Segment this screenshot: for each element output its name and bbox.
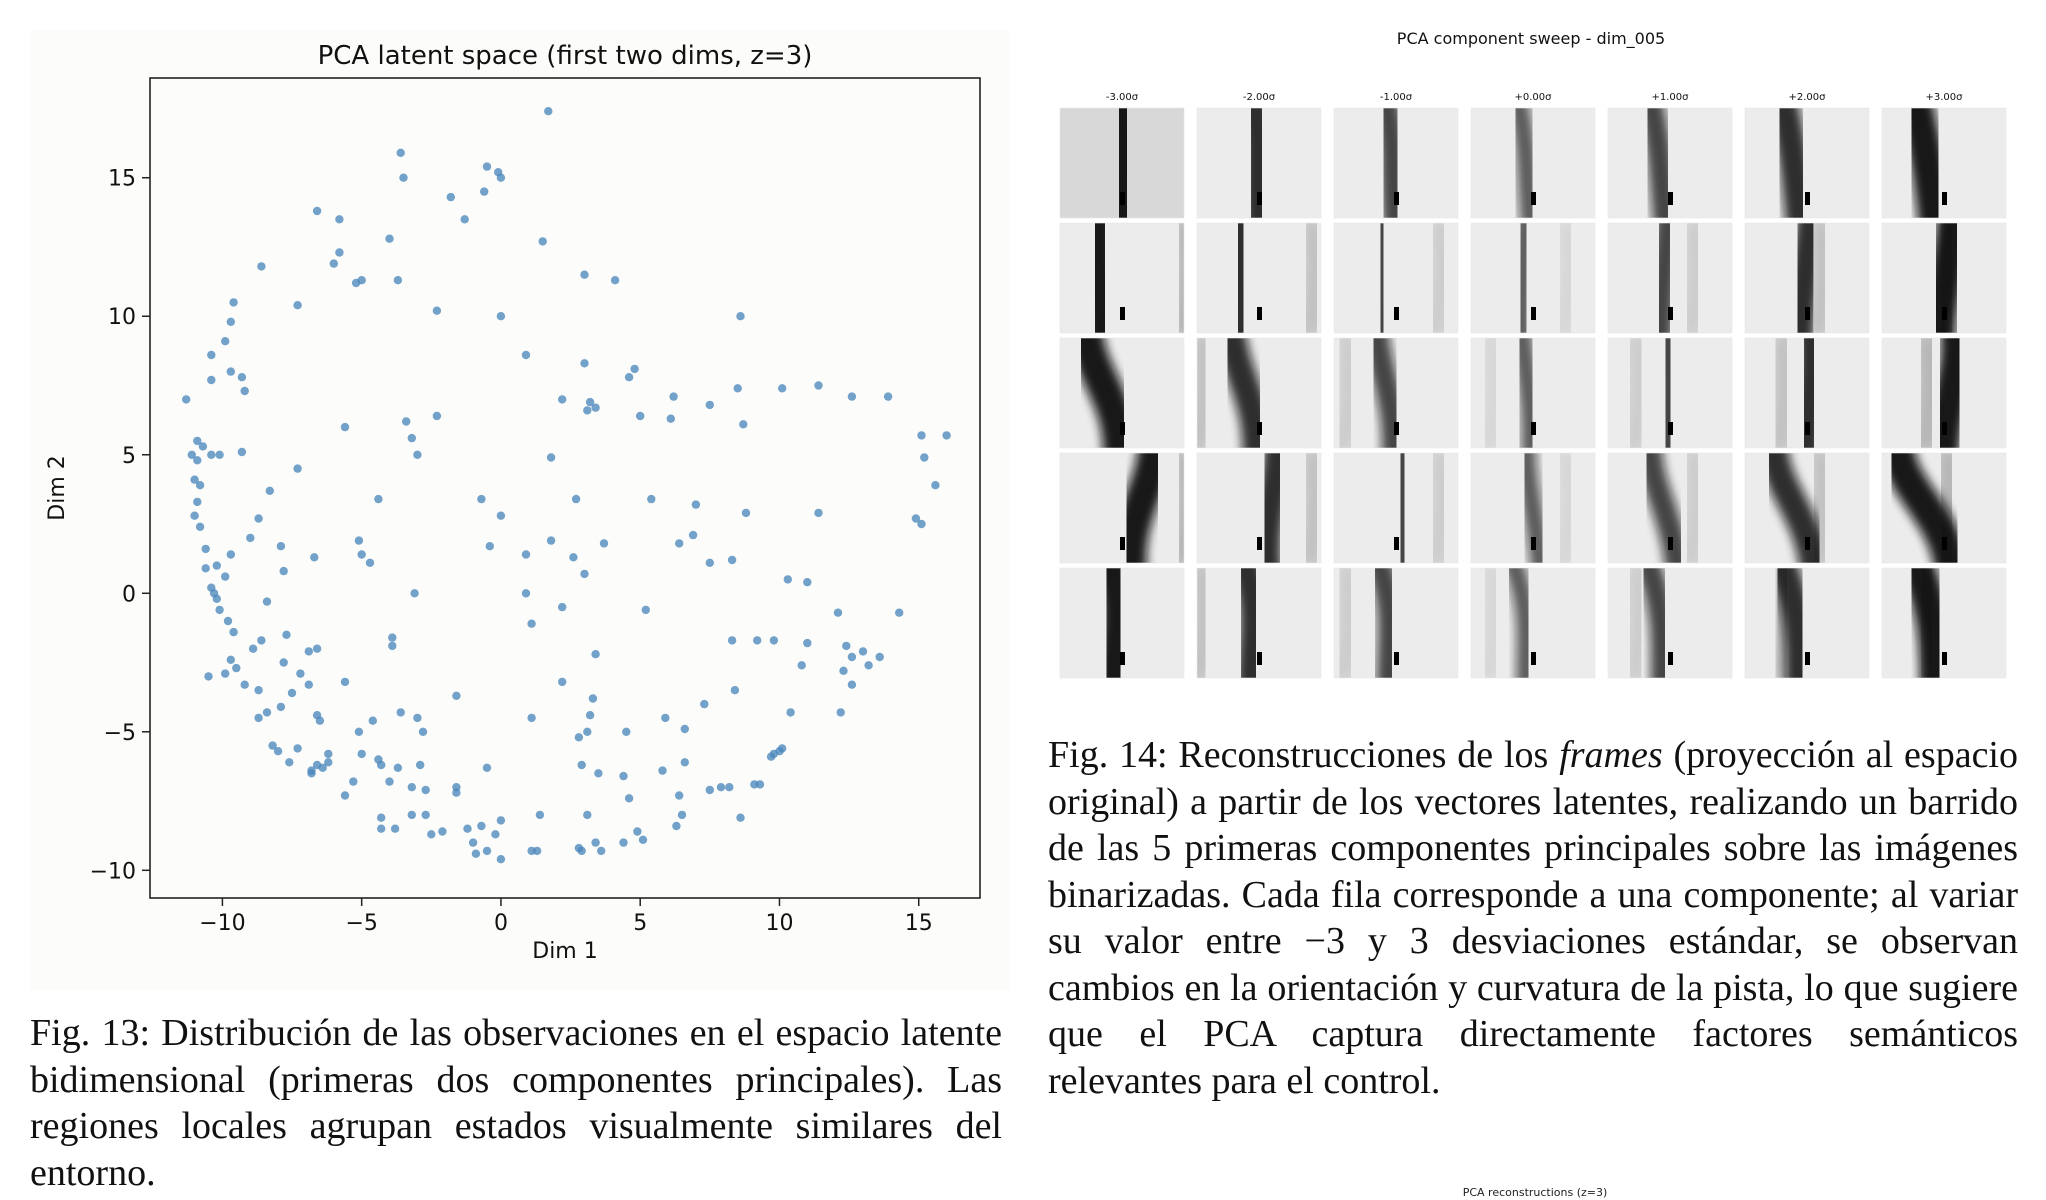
scatter-point — [229, 628, 237, 636]
scatter-point — [486, 542, 494, 550]
scatter-point — [591, 838, 599, 846]
scatter-point — [204, 672, 212, 680]
scatter-point — [814, 509, 822, 517]
scatter-point — [408, 783, 416, 791]
scatter-point — [377, 814, 385, 822]
reconstruction-tile — [1471, 328, 1595, 458]
scatter-point — [293, 744, 301, 752]
reconstruction-tile — [1608, 443, 1732, 573]
scatter-point — [580, 271, 588, 279]
scatter-point — [232, 664, 240, 672]
scatter-point — [658, 766, 666, 774]
scatter-point — [639, 836, 647, 844]
scatter-point — [280, 567, 288, 575]
scatter-point — [675, 791, 683, 799]
scatter-point — [358, 550, 366, 558]
scatter-point — [385, 235, 393, 243]
scatter-point — [756, 780, 764, 788]
sweep-column-label: +3.00σ — [1925, 92, 1963, 103]
scatter-point — [293, 464, 301, 472]
scatter-point — [583, 728, 591, 736]
scatter-point — [586, 711, 594, 719]
scatter-point — [622, 728, 630, 736]
reconstruction-tile — [1334, 98, 1458, 228]
reconstruction-tile — [1334, 213, 1458, 343]
scatter-point — [463, 825, 471, 833]
scatter-point — [310, 553, 318, 561]
scatter-point — [931, 481, 939, 489]
sweep-column-label: +0.00σ — [1514, 92, 1552, 103]
reconstruction-tile — [1060, 443, 1189, 573]
scatter-point — [667, 415, 675, 423]
reconstruction-tile — [1745, 213, 1869, 343]
scatter-point — [202, 545, 210, 553]
x-axis-label: Dim 1 — [532, 939, 598, 964]
sweep-column-label: -2.00σ — [1242, 92, 1276, 103]
sweep-column-label: -1.00σ — [1379, 92, 1413, 103]
scatter-point — [706, 786, 714, 794]
reconstruction-tile — [1882, 213, 2006, 343]
scatter-point — [784, 575, 792, 583]
scatter-point — [452, 789, 460, 797]
scatter-point — [397, 149, 405, 157]
scatter-point — [848, 653, 856, 661]
scatter-point — [848, 392, 856, 400]
figure-14-label: Fig. 14: — [1048, 734, 1168, 776]
scatter-point — [583, 406, 591, 414]
scatter-point — [238, 448, 246, 456]
scatter-point — [497, 512, 505, 520]
scatter-point — [483, 847, 491, 855]
scatter-point — [942, 431, 950, 439]
scatter-point — [661, 714, 669, 722]
scatter-point — [377, 825, 385, 833]
scatter-point — [196, 523, 204, 531]
scatter-point — [575, 733, 583, 741]
scatter-point — [238, 373, 246, 381]
x-tick-label: 5 — [633, 911, 648, 936]
scatter-point — [207, 351, 215, 359]
scatter-point — [288, 689, 296, 697]
reconstruction-tile — [1195, 328, 1321, 458]
scatter-point — [814, 381, 822, 389]
scatter-point — [717, 783, 725, 791]
figure-13-caption — [30, 1010, 1002, 1196]
reconstruction-tile — [1745, 443, 1869, 573]
scatter-point — [366, 559, 374, 567]
scatter-point — [842, 642, 850, 650]
figure-14-caption — [1048, 732, 2018, 1104]
y-axis-label: Dim 2 — [45, 455, 70, 521]
reconstruction-tile — [1050, 328, 1184, 458]
scatter-point — [917, 520, 925, 528]
scatter-point — [341, 423, 349, 431]
scatter-point — [257, 636, 265, 644]
scatter-point — [274, 747, 282, 755]
scatter-point — [522, 550, 530, 558]
scatter-point — [369, 717, 377, 725]
scatter-point — [700, 700, 708, 708]
scatter-point — [876, 653, 884, 661]
reconstruction-tile — [1060, 98, 1184, 228]
scatter-point — [224, 617, 232, 625]
scatter-point — [497, 855, 505, 863]
scatter-point — [725, 783, 733, 791]
scatter-point — [193, 456, 201, 464]
scatter-point — [282, 631, 290, 639]
scatter-point — [798, 661, 806, 669]
scatter-point — [480, 187, 488, 195]
reconstruction-tile — [1608, 328, 1732, 458]
scatter-point — [213, 561, 221, 569]
scatter-point — [305, 647, 313, 655]
scatter-point — [207, 451, 215, 459]
scatter-point — [305, 681, 313, 689]
scatter-point — [280, 658, 288, 666]
scatter-point — [689, 531, 697, 539]
scatter-point — [547, 536, 555, 544]
figure-14-text-end: (proyección al espacio original) a partir de los vectores latentes, realizando un barrido de las 5 primeras componentes principales sobre las imágenes binarizadas. Cada fila corresponde a una componente; al variar su valor entre −3 y 3 desviaciones estándar, se observan cambios en la orientación y curvatura de la pista, lo que sugiere que el PCA captura directamente factores semánticos relevantes para el control. — [1048, 734, 2018, 1102]
scatter-point — [355, 728, 363, 736]
reconstruction-tile — [1608, 213, 1732, 343]
scatter-point — [433, 307, 441, 315]
x-tick-label: 15 — [904, 911, 933, 936]
scatter-point — [778, 384, 786, 392]
scatter-point — [227, 550, 235, 558]
scatter-point — [402, 417, 410, 425]
scatter-point — [597, 847, 605, 855]
scatter-point — [625, 794, 633, 802]
scatter-point — [527, 620, 535, 628]
y-tick-label: 15 — [108, 166, 136, 192]
scatter-point — [246, 534, 254, 542]
scatter-point — [497, 312, 505, 320]
scatter-point — [583, 811, 591, 819]
scatter-point — [335, 215, 343, 223]
scatter-point — [385, 777, 393, 785]
scatter-point — [413, 451, 421, 459]
reconstruction-tile — [1197, 443, 1321, 573]
scatter-point — [413, 714, 421, 722]
scatter-point — [227, 318, 235, 326]
scatter-point — [408, 811, 416, 819]
scatter-point — [778, 744, 786, 752]
reconstruction-tile — [1882, 328, 2006, 458]
figure-13-label: Fig. 13: — [30, 1012, 151, 1054]
sweep-column-label: -3.00σ — [1105, 92, 1139, 103]
scatter-point — [539, 237, 547, 245]
reconstruction-tile — [1471, 98, 1595, 228]
scatter-point — [859, 647, 867, 655]
next-figure-title: PCA reconstructions (z=3) — [1462, 1186, 1608, 1199]
scatter-point — [313, 207, 321, 215]
scatter-point — [728, 556, 736, 564]
scatter-point — [422, 786, 430, 794]
latent-scatter-chart — [30, 30, 1010, 990]
y-tick-label: 0 — [122, 582, 136, 608]
scatter-point — [770, 636, 778, 644]
scatter-point — [427, 830, 435, 838]
scatter-point — [227, 656, 235, 664]
scatter-point — [221, 572, 229, 580]
scatter-point — [419, 728, 427, 736]
scatter-point — [241, 387, 249, 395]
figure-14-text-start: Reconstrucciones de los — [1167, 734, 1560, 776]
scatter-point — [742, 509, 750, 517]
scatter-point — [207, 376, 215, 384]
scatter-point — [324, 750, 332, 758]
figure-13-text: Distribución de las observaciones en el espacio latente bidimensional (primeras dos componentes principales). Las regiones locales agrupan estados visualmente similares del entorno. — [30, 1012, 1003, 1194]
scatter-point — [580, 570, 588, 578]
y-tick-label: 5 — [122, 443, 136, 469]
scatter-point — [589, 694, 597, 702]
reconstruction-tile — [1334, 328, 1458, 458]
sweep-column-label: +2.00σ — [1788, 92, 1826, 103]
scatter-point — [422, 811, 430, 819]
scatter-point — [249, 645, 257, 653]
scatter-point — [263, 597, 271, 605]
scatter-point — [864, 661, 872, 669]
scatter-point — [335, 248, 343, 256]
scatter-point — [731, 686, 739, 694]
scatter-point — [254, 714, 262, 722]
scatter-point — [416, 761, 424, 769]
scatter-point — [394, 276, 402, 284]
scatter-point — [483, 162, 491, 170]
scatter-point — [848, 681, 856, 689]
scatter-point — [193, 437, 201, 445]
scatter-point — [202, 564, 210, 572]
scatter-point — [221, 337, 229, 345]
component-sweep-figure — [1046, 0, 2016, 690]
scatter-point — [491, 830, 499, 838]
scatter-point — [591, 650, 599, 658]
reconstruction-tile — [1050, 558, 1184, 688]
reconstruction-tile — [1060, 213, 1189, 343]
scatter-point — [477, 822, 485, 830]
scatter-point — [313, 645, 321, 653]
scatter-point — [472, 850, 480, 858]
scatter-point — [600, 539, 608, 547]
scatter-point — [736, 814, 744, 822]
scatter-point — [706, 559, 714, 567]
reconstruction-tile — [1197, 213, 1321, 343]
scatter-point — [728, 636, 736, 644]
scatter-point — [895, 609, 903, 617]
scatter-point — [254, 514, 262, 522]
reconstruction-tile — [1882, 558, 2006, 688]
reconstruction-tile — [1745, 328, 1869, 458]
scatter-point — [681, 758, 689, 766]
scatter-point — [257, 262, 265, 270]
scatter-point — [669, 392, 677, 400]
scatter-point — [227, 367, 235, 375]
scatter-point — [408, 434, 416, 442]
scatter-point — [547, 453, 555, 461]
scatter-point — [316, 717, 324, 725]
y-tick-label: −5 — [103, 720, 136, 746]
scatter-point — [330, 259, 338, 267]
scatter-point — [477, 495, 485, 503]
scatter-point — [182, 395, 190, 403]
scatter-point — [578, 761, 586, 769]
x-tick-label: −10 — [199, 911, 246, 936]
scatter-point — [285, 758, 293, 766]
scatter-point — [377, 761, 385, 769]
scatter-point — [296, 669, 304, 677]
scatter-point — [447, 193, 455, 201]
sweep-title: PCA component sweep - dim_005 — [1396, 29, 1666, 48]
scatter-point — [215, 606, 223, 614]
figure-14-emphasis: frames — [1559, 734, 1663, 776]
scatter-point — [619, 772, 627, 780]
scatter-point — [522, 351, 530, 359]
sweep-column-label: +1.00σ — [1651, 92, 1689, 103]
chart-title: PCA latent space (first two dims, z=3) — [317, 41, 813, 71]
scatter-point — [536, 811, 544, 819]
scatter-point — [630, 365, 638, 373]
scatter-point — [533, 847, 541, 855]
scatter-point — [672, 822, 680, 830]
scatter-point — [558, 603, 566, 611]
scatter-point — [254, 686, 262, 694]
scatter-point — [647, 495, 655, 503]
scatter-point — [397, 708, 405, 716]
reconstruction-tile — [1608, 98, 1732, 228]
reconstruction-tile — [1471, 443, 1595, 573]
scatter-point — [388, 642, 396, 650]
scatter-point — [839, 667, 847, 675]
reconstruction-tile — [1334, 558, 1458, 688]
scatter-point — [753, 636, 761, 644]
scatter-point — [544, 107, 552, 115]
scatter-point — [410, 589, 418, 597]
scatter-point — [469, 838, 477, 846]
scatter-point — [452, 692, 460, 700]
scatter-point — [527, 714, 535, 722]
scatter-point — [263, 708, 271, 716]
scatter-point — [572, 495, 580, 503]
scatter-point — [483, 764, 491, 772]
scatter-point — [438, 827, 446, 835]
reconstruction-tile — [1882, 98, 2006, 228]
reconstruction-tile — [1471, 213, 1595, 343]
scatter-point — [558, 678, 566, 686]
scatter-point — [706, 401, 714, 409]
scatter-point — [349, 777, 357, 785]
scatter-point — [522, 589, 530, 597]
scatter-point — [803, 578, 811, 586]
scatter-point — [241, 681, 249, 689]
scatter-point — [213, 595, 221, 603]
scatter-point — [558, 395, 566, 403]
scatter-point — [619, 838, 627, 846]
scatter-point — [920, 453, 928, 461]
scatter-point — [675, 539, 683, 547]
scatter-point — [611, 276, 619, 284]
scatter-point — [678, 811, 686, 819]
scatter-point — [497, 816, 505, 824]
scatter-point — [803, 639, 811, 647]
scatter-point — [834, 609, 842, 617]
x-tick-label: −5 — [345, 911, 378, 936]
scatter-point — [374, 495, 382, 503]
scatter-point — [341, 678, 349, 686]
scatter-point — [692, 500, 700, 508]
scatter-point — [266, 487, 274, 495]
scatter-point — [594, 769, 602, 777]
scatter-point — [497, 174, 505, 182]
scatter-point — [394, 764, 402, 772]
scatter-point — [569, 553, 577, 561]
reconstruction-tile — [1195, 558, 1321, 688]
scatter-point — [578, 847, 586, 855]
scatter-point — [388, 633, 396, 641]
scatter-point — [399, 174, 407, 182]
scatter-point — [196, 481, 204, 489]
reconstruction-tile — [1745, 98, 1869, 228]
scatter-point — [277, 542, 285, 550]
scatter-point — [190, 512, 198, 520]
scatter-point — [358, 750, 366, 758]
reconstruction-tile — [1745, 558, 1869, 688]
y-tick-label: −10 — [89, 859, 136, 885]
x-tick-label: 0 — [493, 911, 508, 936]
scatter-point — [341, 791, 349, 799]
scatter-point — [355, 536, 363, 544]
plot-area-frame — [150, 78, 980, 898]
scatter-point — [884, 392, 892, 400]
scatter-point — [633, 827, 641, 835]
scatter-point — [591, 404, 599, 412]
scatter-point — [786, 708, 794, 716]
scatter-point — [636, 412, 644, 420]
y-tick-label: 10 — [108, 305, 136, 331]
reconstruction-tile — [1882, 443, 2006, 573]
scatter-point — [580, 359, 588, 367]
scatter-point — [229, 298, 237, 306]
scatter-point — [215, 451, 223, 459]
scatter-point — [293, 301, 301, 309]
scatter-point — [391, 825, 399, 833]
scatter-point — [625, 373, 633, 381]
scatter-point — [221, 669, 229, 677]
reconstruction-tile — [1334, 443, 1458, 573]
x-tick-label: 10 — [765, 911, 794, 936]
scatter-point — [917, 431, 925, 439]
scatter-point — [837, 708, 845, 716]
scatter-point — [307, 769, 315, 777]
reconstruction-tile — [1197, 98, 1321, 228]
scatter-point — [352, 279, 360, 287]
scatter-point — [433, 412, 441, 420]
scatter-point — [734, 384, 742, 392]
reconstruction-tile — [1471, 558, 1595, 688]
scatter-point — [770, 750, 778, 758]
scatter-point — [642, 606, 650, 614]
scatter-point — [681, 725, 689, 733]
scatter-point — [739, 420, 747, 428]
scatter-point — [461, 215, 469, 223]
reconstruction-tile — [1608, 558, 1732, 688]
scatter-point — [277, 703, 285, 711]
scatter-point — [193, 498, 201, 506]
scatter-point — [736, 312, 744, 320]
